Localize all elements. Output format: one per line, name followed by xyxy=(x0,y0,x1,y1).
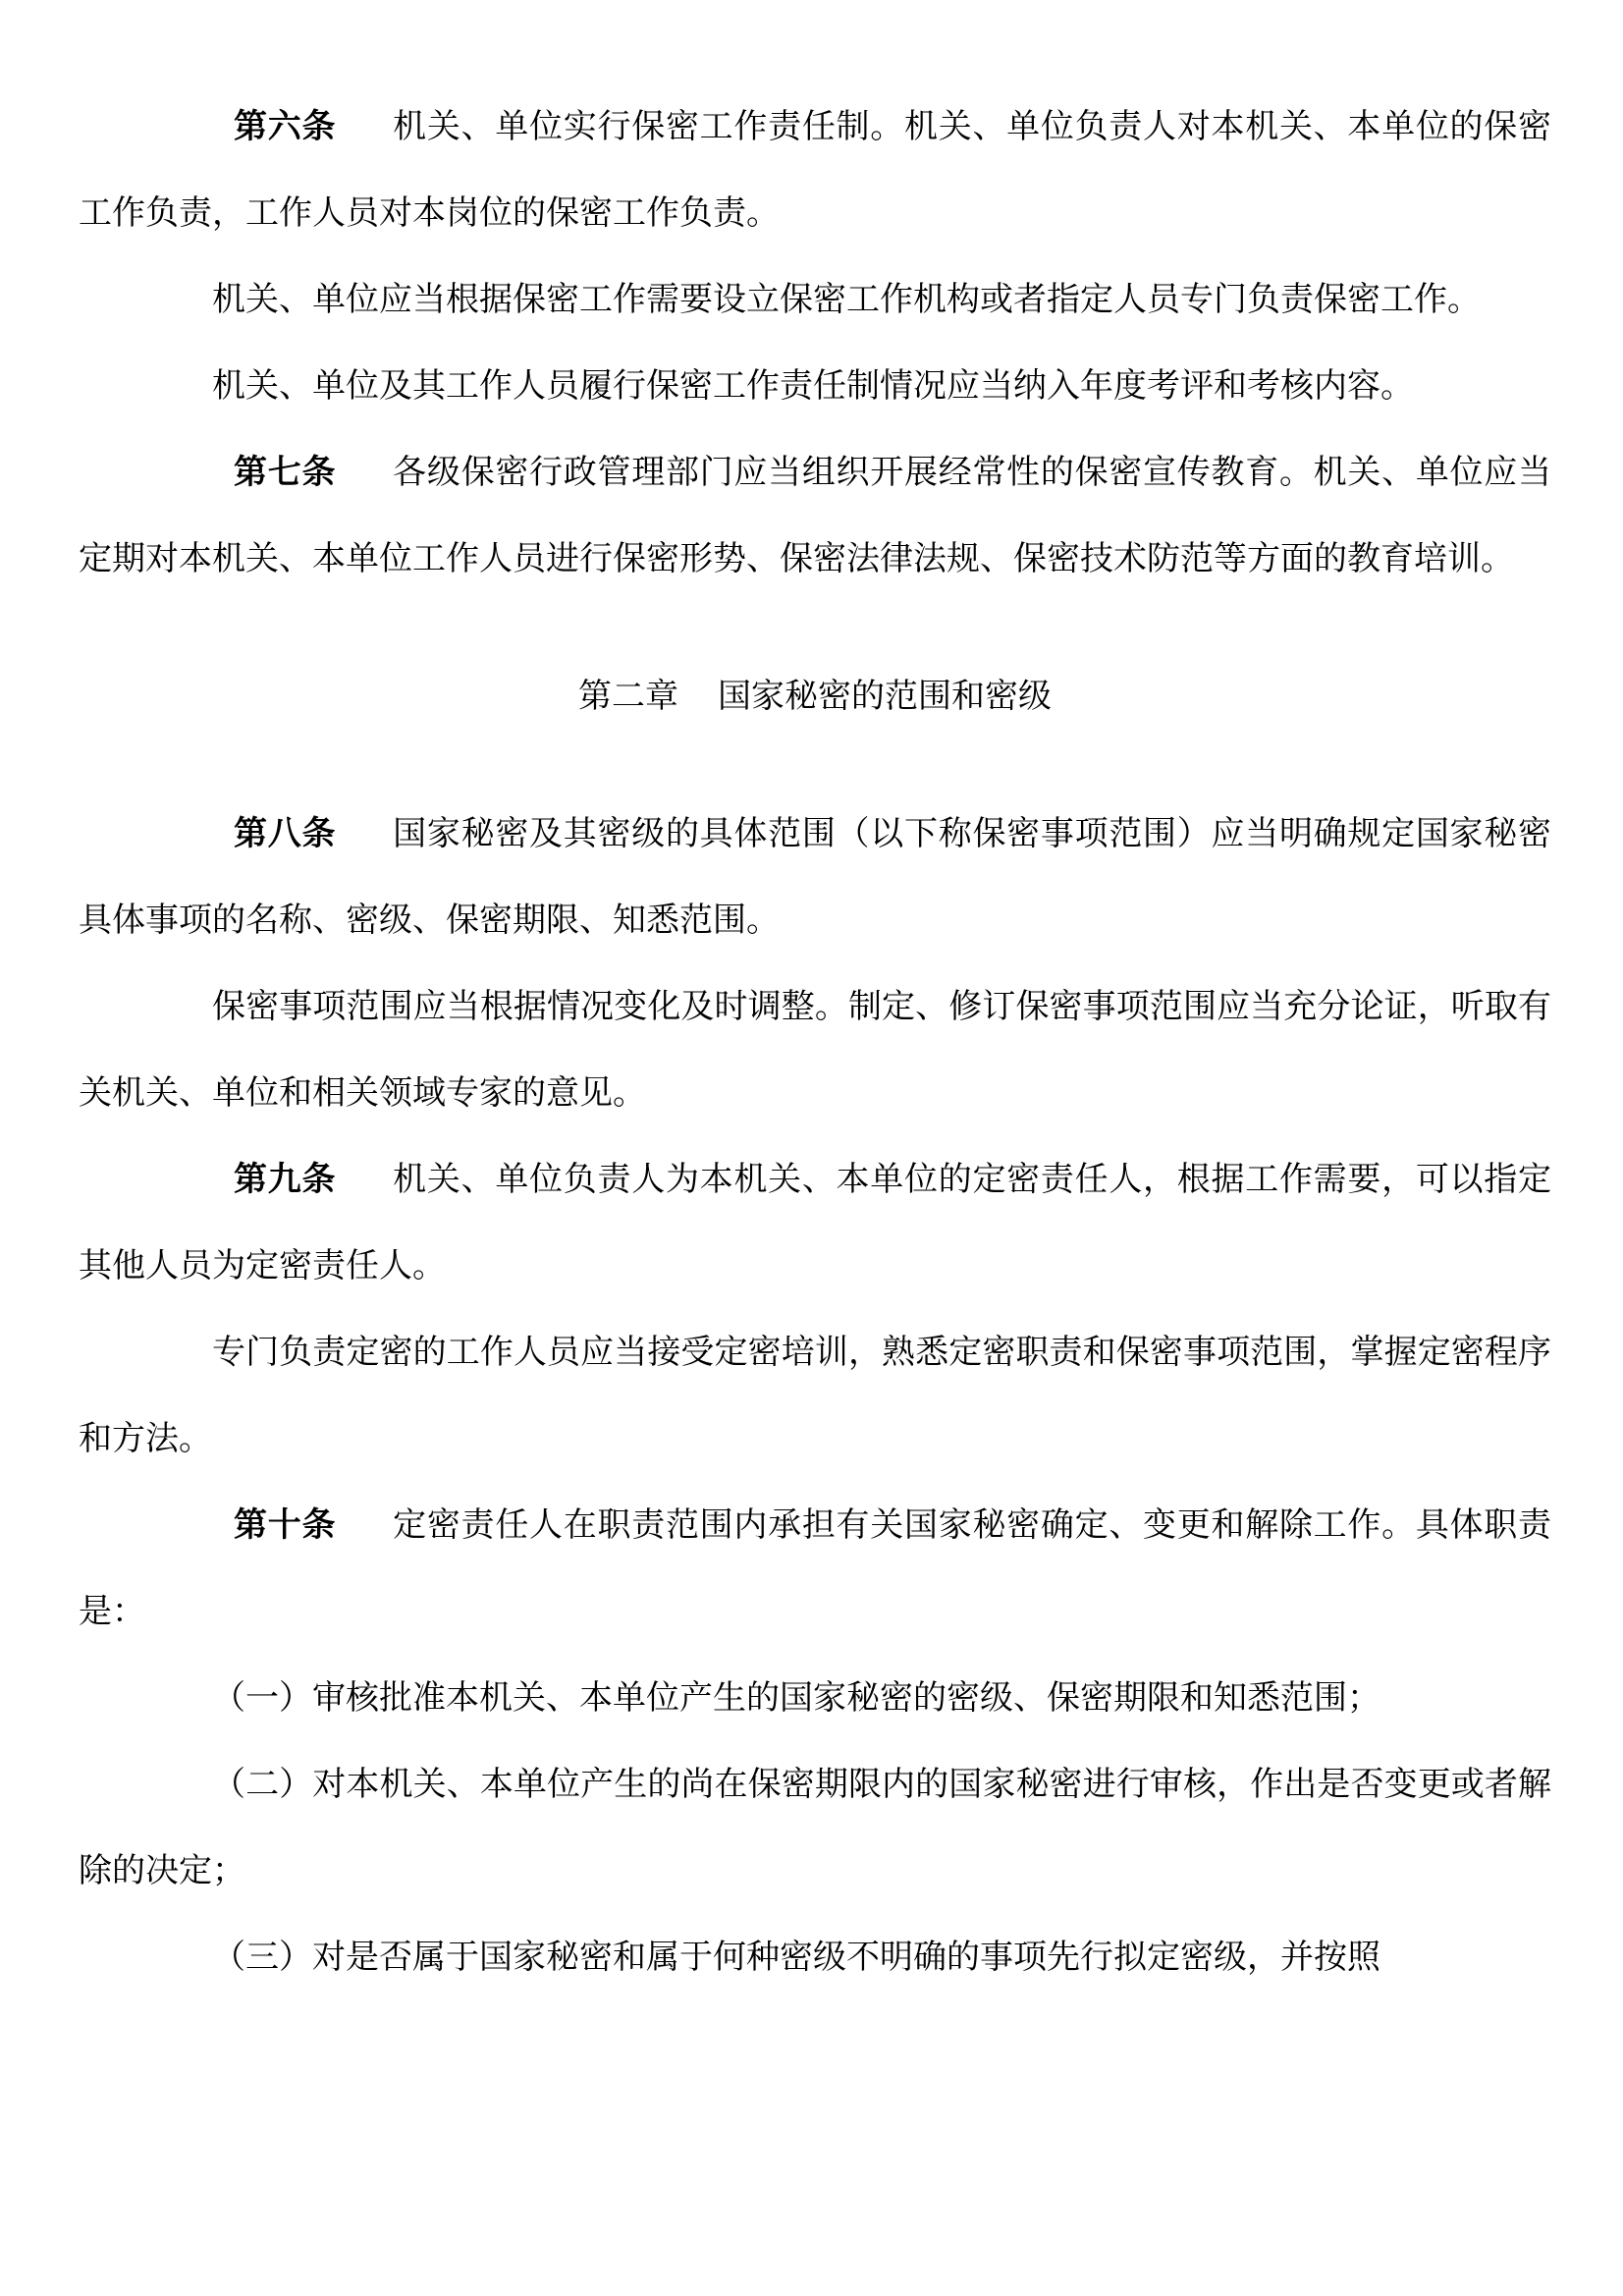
article-7 xyxy=(79,429,1551,602)
list-item: （三）对是否属于国家秘密和属于何种密级不明确的事项先行拟定密级，并按照 xyxy=(212,1938,1380,1977)
list-item: （二）对本机关、本单位产生的尚在保密期限内的国家秘密进行审核，作出是否变更或者解除的决定； xyxy=(79,1765,1551,1890)
document-page xyxy=(79,83,1551,2000)
chapter-heading xyxy=(79,653,1551,739)
paragraph: 机关、单位应当根据保密工作需要设立保密工作机构或者指定人员专门负责保密工作。 xyxy=(212,280,1481,319)
article-text: 各级保密行政管理部门应当组织开展经常性的保密宣传教育。机关、单位应当定期对本机关、本单位工作人员进行保密形势、保密法律法规、保密技术防范等方面的教育培训。 xyxy=(79,453,1552,578)
list-item: （一）审核批准本机关、本单位产生的国家秘密的密级、保密期限和知悉范围； xyxy=(212,1678,1380,1718)
paragraph: 保密事项范围应当根据情况变化及时调整。制定、修订保密事项范围应当充分论证，听取有关机关、单位和相关领域专家的意见。 xyxy=(79,987,1551,1113)
chapter-number: 第二章 xyxy=(578,677,678,716)
article-10 xyxy=(79,1482,1551,1655)
article-text: 国家秘密及其密级的具体范围（以下称保密事项范围）应当明确规定国家秘密具体事项的名称、密级、保密期限、知悉范围。 xyxy=(79,814,1552,940)
article-8 xyxy=(79,791,1551,963)
article-text: 定密责任人在职责范围内承担有关国家秘密确定、变更和解除工作。具体职责是： xyxy=(79,1505,1552,1631)
article-label: 第八条 xyxy=(234,814,337,853)
chapter-title: 国家秘密的范围和密级 xyxy=(718,677,1052,716)
paragraph: 专门负责定密的工作人员应当接受定密培训，熟悉定密职责和保密事项范围，掌握定密程序和方法。 xyxy=(79,1333,1551,1458)
article-label: 第九条 xyxy=(234,1160,337,1199)
article-label: 第十条 xyxy=(234,1505,337,1545)
article-6 xyxy=(79,83,1551,256)
article-9 xyxy=(79,1136,1551,1309)
article-label: 第六条 xyxy=(234,107,337,146)
article-label: 第七条 xyxy=(234,453,337,492)
article-text: 机关、单位实行保密工作责任制。机关、单位负责人对本机关、本单位的保密工作负责，工作人员对本岗位的保密工作负责。 xyxy=(79,107,1552,233)
article-text: 机关、单位负责人为本机关、本单位的定密责任人，根据工作需要，可以指定其他人员为定密责任人。 xyxy=(79,1160,1552,1285)
paragraph: 机关、单位及其工作人员履行保密工作责任制情况应当纳入年度考评和考核内容。 xyxy=(212,366,1414,406)
